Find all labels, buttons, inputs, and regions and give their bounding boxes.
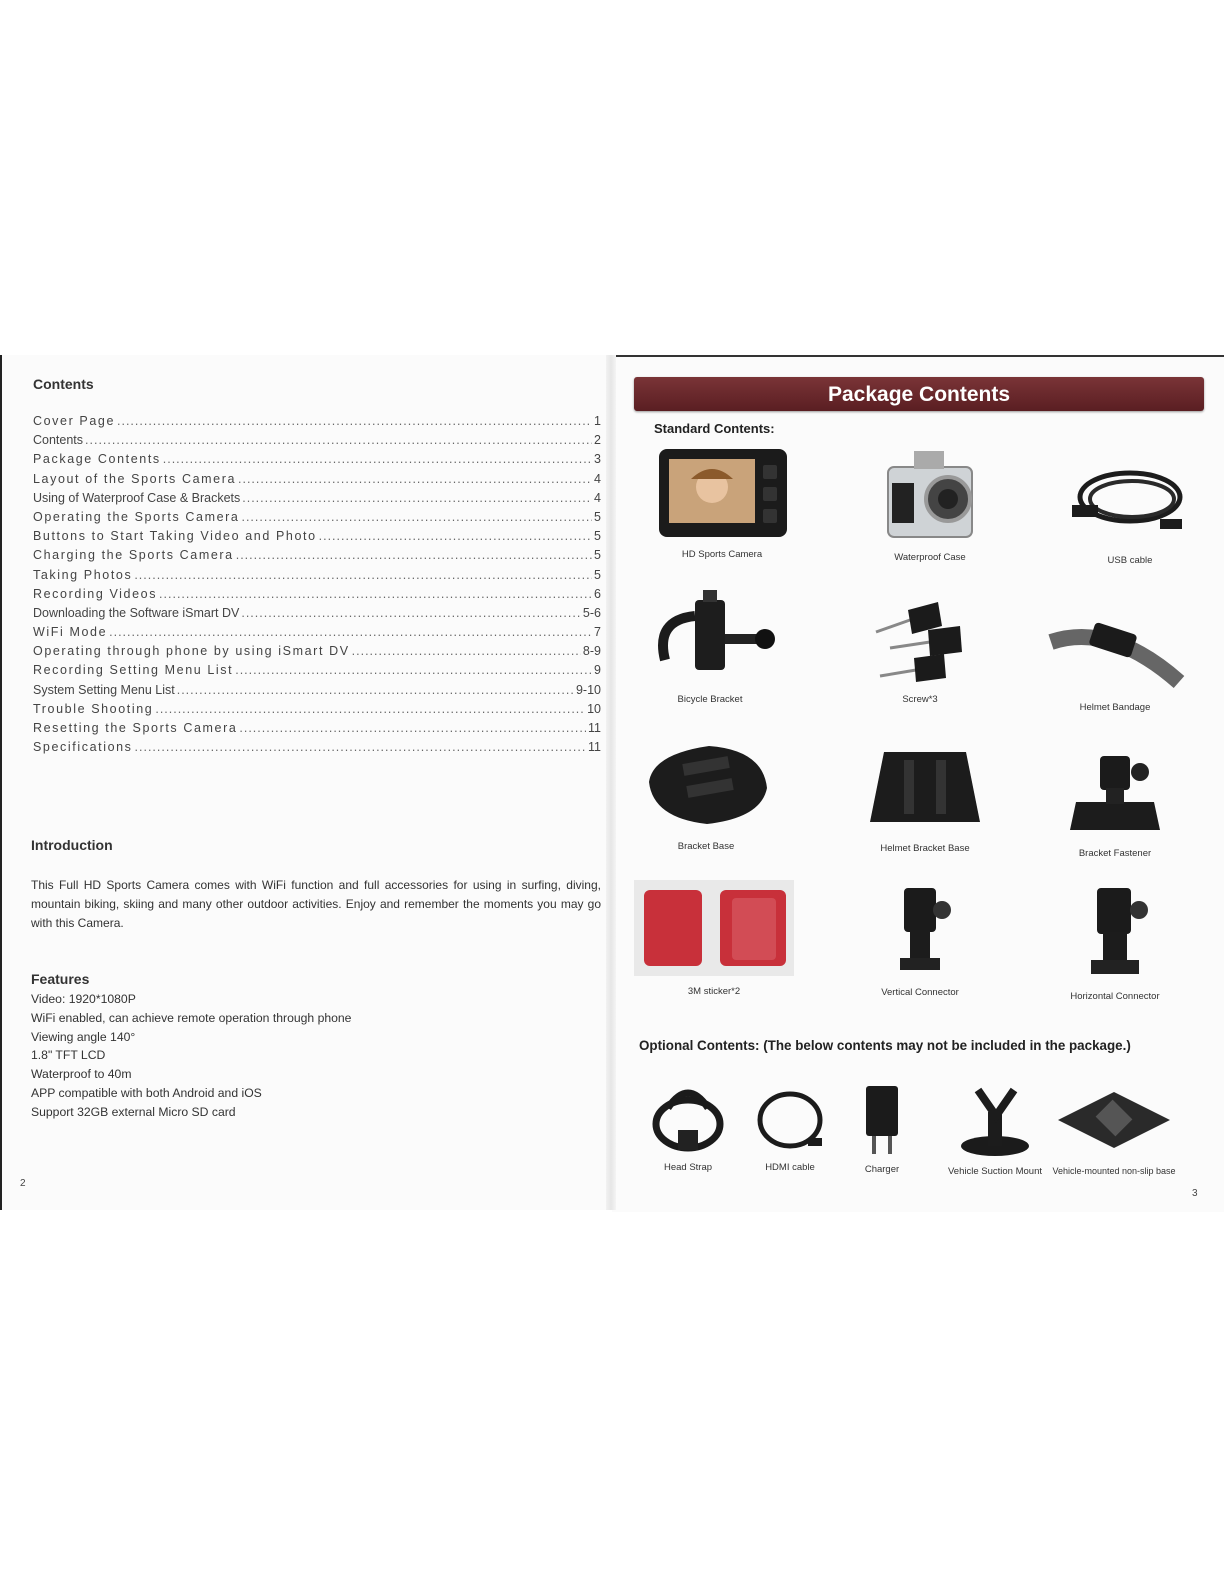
- item-vertical-connector: [850, 882, 990, 998]
- toc-leader-dots: [239, 721, 586, 735]
- caption-charger: Charger: [864, 1164, 900, 1175]
- caption-bracket-fastener: Bracket Fastener: [1078, 848, 1152, 859]
- package-contents-banner: Package Contents: [634, 377, 1204, 411]
- toc-entry-page: 5: [594, 548, 601, 563]
- toc-entry-title: WiFi Mode: [33, 625, 108, 640]
- features-heading: Features: [31, 971, 90, 987]
- toc-entry: [33, 472, 601, 491]
- toc-entry-page: 3: [594, 452, 601, 467]
- item-screws: [850, 590, 990, 705]
- caption-bracket-base: Bracket Base: [677, 841, 735, 852]
- item-bracket-fastener: [1040, 750, 1190, 859]
- feature-item: Video: 1920*1080P: [31, 992, 136, 1006]
- bracket-base-icon: [639, 740, 773, 832]
- item-charger: [852, 1082, 912, 1175]
- feature-item: Support 32GB external Micro SD card: [31, 1104, 236, 1119]
- toc-entry-page: 4: [594, 490, 601, 505]
- toc-entry-title: Recording Videos: [33, 586, 158, 601]
- usb-cable-icon: [1068, 455, 1192, 545]
- caption-helmet-bandage: Helmet Bandage: [1079, 702, 1151, 713]
- toc-entry: [33, 663, 601, 682]
- toc-entry-title: Recording Setting Menu List: [33, 663, 234, 678]
- caption-vertical-connector: Vertical Connector: [881, 987, 959, 998]
- toc-entry-title: Operating through phone by using iSmart DV: [33, 644, 350, 659]
- table-of-contents: [33, 414, 601, 759]
- toc-entry-page: 2: [594, 433, 601, 448]
- caption-vehicle-suction-mount: Vehicle Suction Mount: [947, 1166, 1042, 1177]
- caption-screws: Screw*3: [902, 694, 938, 705]
- suction-mount-icon: [950, 1082, 1040, 1160]
- toc-entry-title: Trouble Shooting: [33, 701, 154, 716]
- item-head-strap: [640, 1080, 736, 1173]
- introduction-heading: Introduction: [31, 837, 113, 853]
- toc-leader-dots: [159, 587, 592, 601]
- toc-leader-dots: [85, 433, 592, 447]
- vertical-connector-icon: [860, 882, 980, 978]
- item-3m-sticker: [634, 880, 794, 997]
- left-page-number: 2: [20, 1178, 26, 1189]
- toc-leader-dots: [242, 491, 592, 505]
- caption-3m-sticker: 3M sticker*2: [687, 986, 741, 997]
- caption-hdmi-cable: HDMI cable: [765, 1162, 815, 1173]
- toc-entry: [33, 491, 601, 510]
- toc-entry-title: Layout of the Sports Camera: [33, 471, 237, 486]
- toc-leader-dots: [352, 644, 581, 658]
- feature-item: 1.8" TFT LCD: [31, 1048, 106, 1063]
- toc-entry: [33, 510, 601, 529]
- toc-entry-title: Package Contents: [33, 452, 161, 467]
- contents-heading: Contents: [33, 376, 94, 392]
- toc-entry-page: 5-6: [582, 605, 601, 620]
- caption-bicycle-bracket: Bicycle Bracket: [677, 694, 743, 705]
- toc-leader-dots: [135, 740, 586, 754]
- toc-entry-title: System Setting Menu List: [33, 682, 175, 697]
- feature-item: APP compatible with both Android and iOS: [31, 1085, 262, 1100]
- toc-entry-page: 7: [594, 625, 601, 640]
- toc-entry-page: 5: [594, 529, 601, 544]
- caption-horizontal-connector: Horizontal Connector: [1070, 991, 1160, 1002]
- toc-leader-dots: [235, 663, 592, 677]
- toc-leader-dots: [163, 452, 592, 466]
- toc-entry-title: Resetting the Sports Camera: [33, 721, 238, 735]
- helmet-bandage-icon: [1045, 612, 1185, 692]
- item-hd-sports-camera: [652, 445, 792, 560]
- standard-contents-heading: Standard Contents:: [654, 421, 775, 436]
- item-usb-cable: [1060, 455, 1200, 566]
- item-vehicle-nonslip-base: [1048, 1088, 1180, 1176]
- toc-entry-page: 11: [588, 721, 601, 735]
- toc-leader-dots: [319, 529, 592, 543]
- toc-leader-dots: [177, 683, 574, 697]
- toc-entry-title: Downloading the Software iSmart DV: [33, 605, 240, 620]
- toc-entry: [33, 721, 601, 740]
- caption-waterproof-case: Waterproof Case: [894, 552, 966, 563]
- features-list: [31, 990, 351, 1122]
- toc-entry: [33, 587, 601, 606]
- item-helmet-bracket-base: [850, 740, 1000, 854]
- toc-entry-title: Cover Page: [33, 414, 116, 428]
- toc-leader-dots: [134, 568, 592, 582]
- screw-icon: [860, 590, 980, 690]
- helmet-bracket-base-icon: [860, 740, 990, 832]
- item-bracket-base: [636, 740, 776, 852]
- toc-leader-dots: [109, 625, 592, 639]
- toc-entry: [33, 740, 601, 759]
- nonslip-base-icon: [1054, 1088, 1174, 1160]
- toc-leader-dots: [155, 702, 585, 716]
- bicycle-bracket-icon: [645, 590, 775, 686]
- sports-camera-icon: [655, 445, 789, 541]
- toc-entry: [33, 452, 601, 471]
- toc-entry-title: Charging the Sports Camera: [33, 548, 234, 563]
- toc-entry-title: Using of Waterproof Case & Brackets: [33, 490, 241, 505]
- toc-leader-dots: [238, 472, 592, 486]
- toc-entry-page: 11: [588, 740, 601, 755]
- toc-entry: [33, 625, 601, 644]
- toc-leader-dots: [117, 414, 592, 428]
- toc-entry-title: Taking Photos: [33, 567, 133, 582]
- toc-entry-page: 9-10: [575, 682, 601, 697]
- toc-entry-page: 5: [594, 567, 601, 582]
- introduction-text: This Full HD Sports Camera comes with WiFi function and full accessories for using in surfing, diving, mountain biking, skiing and many other outdoor activities. Enjoy and remember the moments you may go with this Camera.: [31, 878, 601, 930]
- right-page-number: 3: [1192, 1188, 1198, 1199]
- toc-entry: [33, 606, 601, 625]
- toc-entry: [33, 644, 601, 663]
- bracket-fastener-icon: [1060, 750, 1170, 840]
- item-bicycle-bracket: [640, 590, 780, 705]
- feature-item: Waterproof to 40m: [31, 1067, 132, 1082]
- toc-entry: [33, 414, 601, 433]
- toc-entry-page: 10: [587, 701, 601, 716]
- item-horizontal-connector: [1040, 882, 1190, 1002]
- toc-entry-title: Contents: [33, 433, 84, 448]
- toc-entry-title: Operating the Sports Camera: [33, 509, 240, 524]
- horizontal-connector-icon: [1055, 882, 1175, 982]
- caption-vehicle-nonslip-base: Vehicle-mounted non-slip base: [1052, 1166, 1176, 1176]
- optional-contents-heading: Optional Contents: (The below contents may not be included in the package.): [639, 1038, 1131, 1053]
- page-gutter: [606, 355, 616, 1210]
- item-waterproof-case: [860, 445, 1000, 563]
- toc-entry-title: Specifications: [33, 740, 133, 755]
- caption-usb-cable: USB cable: [1107, 555, 1153, 566]
- toc-entry: [33, 548, 601, 567]
- toc-entry: [33, 702, 601, 721]
- sticker-icon: [634, 880, 794, 976]
- caption-head-strap: Head Strap: [663, 1162, 713, 1173]
- charger-icon: [862, 1082, 902, 1158]
- feature-item: WiFi enabled, can achieve remote operation through phone: [31, 1010, 352, 1025]
- item-vehicle-suction-mount: [940, 1082, 1050, 1177]
- toc-entry-page: 5: [594, 509, 601, 524]
- toc-entry-page: 6: [594, 586, 601, 601]
- toc-entry-page: 9: [594, 663, 601, 678]
- toc-entry-page: 1: [594, 414, 601, 428]
- toc-entry: [33, 529, 601, 548]
- toc-leader-dots: [236, 548, 592, 562]
- item-helmet-bandage: [1040, 612, 1190, 713]
- toc-entry: [33, 683, 601, 702]
- waterproof-case-icon: [870, 445, 990, 545]
- toc-entry-page: 8-9: [582, 644, 601, 659]
- toc-entry-page: 4: [594, 471, 601, 486]
- caption-helmet-bracket-base: Helmet Bracket Base: [880, 843, 970, 854]
- item-hdmi-cable: [742, 1082, 838, 1173]
- toc-leader-dots: [241, 510, 592, 524]
- caption-hd-sports-camera: HD Sports Camera: [681, 549, 763, 560]
- toc-entry: [33, 433, 601, 452]
- feature-item: Viewing angle 140°: [31, 1029, 136, 1044]
- toc-entry-title: Buttons to Start Taking Video and Photo: [33, 529, 317, 544]
- toc-entry: [33, 568, 601, 587]
- toc-leader-dots: [241, 606, 581, 620]
- hdmi-cable-icon: [750, 1082, 830, 1156]
- head-strap-icon: [648, 1080, 728, 1156]
